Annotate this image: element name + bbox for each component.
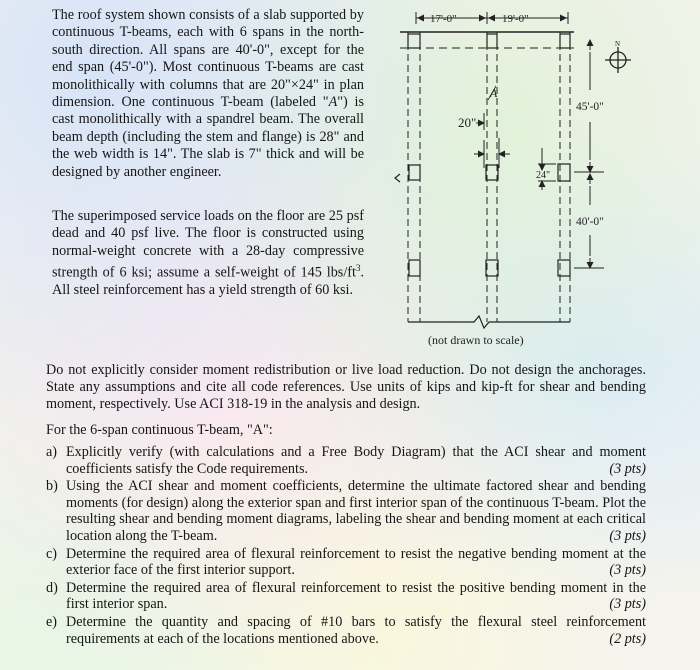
column-depth-dimension	[538, 148, 556, 190]
grid-line-right	[558, 32, 570, 322]
question-letter: b)	[46, 478, 58, 495]
north-arrow-icon	[605, 47, 631, 73]
questions-list	[46, 444, 646, 648]
instructions-paragraph: Do not explicitly consider moment redistribution or live load reduction. Do not design the anchorages. State any assumptions and cite all code references. Use units of kips and kip-ft for shear and bending moment, respectively. Use ACI 318-19 in the analysis and design.	[46, 362, 646, 412]
intro-paragraph-1	[52, 7, 364, 181]
beam-label: A	[328, 94, 338, 111]
dim-top-left: 17'-0"	[430, 13, 457, 25]
intro-paragraph-2	[52, 208, 364, 300]
question-points: (3 pts)	[609, 460, 646, 477]
question-points: (3 pts)	[609, 527, 646, 544]
question-text: Using the ACI shear and moment coefficients, determine the ultimate factored shear and bending moments (for design) along the exterior span and first interior span of the continuous T-beam. Plot the resulting shear and bending moment diagrams, labeling the shear and bending moment at each critical location along the T-beam.	[66, 478, 646, 544]
framing-plan-diagram	[378, 0, 658, 352]
question-points: (3 pts)	[609, 596, 646, 613]
north-label: N	[615, 40, 621, 48]
dim-interior-span: 40'-0"	[576, 216, 604, 228]
grid-line-left	[408, 32, 420, 322]
question-text: Determine the required area of flexural reinforcement to resist the negative bending moment at the exterior face of the first interior support.	[66, 545, 646, 579]
question-points: (3 pts)	[609, 562, 646, 579]
intro-p1-after: ") is cast monolithically with a spandrel beam. The overall beam depth (including the stem and flange) is 28" and the web width is 14". The slab is 7" thick and will be designed by another engineer.	[52, 94, 365, 180]
question-points: (2 pts)	[609, 630, 646, 647]
question-text: Determine the required area of flexural reinforcement to resist the positive bending moment in the first interior span.	[66, 579, 646, 613]
intro-p2-after: . All steel reinforcement has a yield strength of 60 ksi.	[52, 264, 364, 299]
dim-top-right: 19'-0"	[502, 13, 529, 25]
question-letter: c)	[46, 545, 58, 562]
question-d	[46, 580, 646, 613]
dim-col-depth: 24"	[536, 170, 551, 181]
column-width-dimension	[474, 113, 510, 168]
beam-a-tag: A	[490, 86, 498, 100]
intro-p1-before: The roof system shown consists of a slab supported by continuous T-beams, each with 6 spans in the north-south direction. All spans are 40'-0", except for the end span (45'-0"). Most continuous T-beams are cast monolithically with columns that are 20"×24" in plan dimension. One continuous T-beam (labeled "	[52, 7, 364, 111]
question-a	[46, 444, 646, 477]
for-line: For the 6-span continuous T-beam, "A":	[46, 422, 273, 438]
question-letter: e)	[46, 613, 58, 630]
question-letter: a)	[46, 444, 58, 460]
question-c	[46, 546, 646, 579]
intro-p2-before: The superimposed service loads on the floor are 25 psf dead and 40 psf live. The floor is constructed using normal-weight concrete with a 28-day compressive strength of 6 ksi; assume a self-weight of 145 lbs/ft	[52, 208, 364, 281]
question-text: Explicitly verify (with calculations and a Free Body Diagram) that the ACI shear and moment coefficients satisfy the Code requirements.	[66, 444, 646, 477]
intro-p2-sup: 3	[355, 263, 361, 274]
dim-end-span: 45'-0"	[576, 101, 604, 113]
dim-col-width: 20"	[458, 115, 477, 130]
grid-line-middle-beam-a	[486, 32, 498, 322]
diagram-caption: (not drawn to scale)	[428, 333, 524, 347]
question-e	[46, 614, 646, 647]
question-text: Determine the quantity and spacing of #10 bars to satisfy the flexural steel reinforcement requirements at each of the locations mentioned above.	[66, 613, 646, 647]
question-b	[46, 478, 646, 544]
question-letter: d)	[46, 579, 58, 596]
